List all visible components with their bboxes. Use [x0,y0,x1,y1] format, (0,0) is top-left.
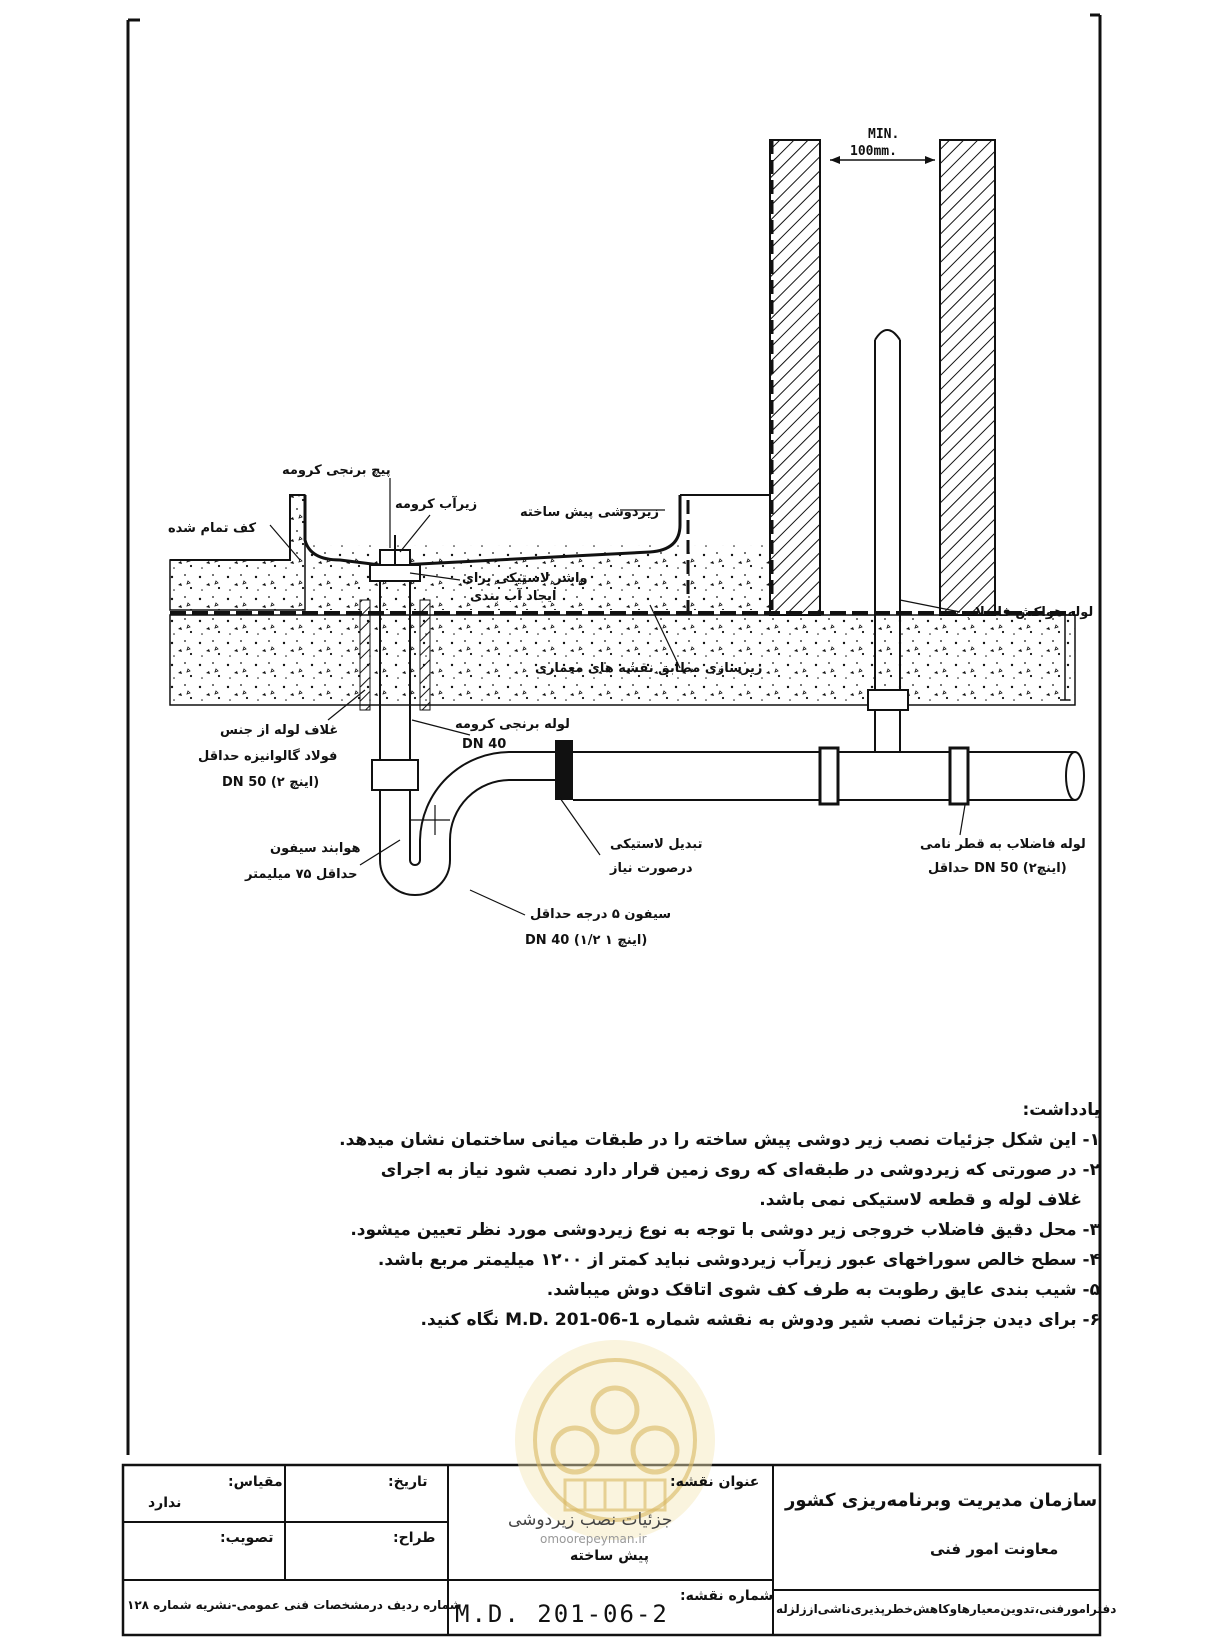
label-rubber-washer-2: ایجاد آب بندی [470,589,557,604]
label-prefab-tray: زیردوشی پیش ساخته [520,505,659,520]
label-sleeve-2: فولاد گالوانیزه حداقل [198,749,338,764]
notes-heading: یادداشت: [1022,1100,1100,1120]
note-item: ۲- در صورتی که زیردوشی در طبقه‌ای که روی زمین قرار دارد نصب شود نیاز به اجرای [380,1160,1100,1180]
dimension-min-gap [830,127,935,164]
drawing-number-label: شماره نقشه: [680,1588,774,1604]
label-drain-pipe-2: حداقل DN 50 (۲اینچ) [928,861,1067,876]
wall-right [940,140,995,615]
label-rubber-adapter-1: تبدیل لاستیکی [610,837,703,852]
label-chrome-strainer: زیرآب کرومه [395,497,478,512]
dim-bottom-text: 100mm. [850,144,897,159]
label-brass-screw: پیچ برنجی کرومه [282,463,391,478]
label-vent-pipe: لوله هواکش فاضلاب [962,605,1094,620]
date-label: تاریخ: [388,1474,428,1490]
scale-value: ندارد [148,1495,182,1511]
drawing-title-line1: جزئیات نصب زیردوشی [508,1510,673,1530]
note-item: ۱- این شکل جزئیات نصب زیر دوشی پیش ساخته را در طبقات میانی ساختمان نشان میدهد. [339,1130,1100,1150]
label-sleeve-3: DN 50 (۲ اینچ) [222,775,320,790]
label-siphon-2: DN 40 (۱/۲ ۱ اینچ) [525,933,648,948]
row-reference: شماره ردیف درمشخصات فنی عمومی-نشریه شماره ۱۲۸ [127,1598,462,1612]
org-deputy: معاونت امور فنی [930,1540,1059,1558]
note-item: ۶- برای دیدن جزئیات نصب شیر ودوش به نقشه شماره M.D. 201-06-1 نگاه کنید. [420,1310,1100,1330]
scale-label: مقیاس: [228,1474,283,1490]
drawing-number: M.D. 201-06-2 [455,1600,669,1628]
watermark-url: omoorepeyman.ir [540,1532,647,1546]
wall-left [770,140,820,615]
label-brass-pipe-2: DN 40 [462,737,507,752]
dim-top-text: MIN. [868,127,900,142]
notes-section [300,1095,1100,1335]
label-siphon-seal-2: حداقل ۷۵ میلیمتر [245,867,358,882]
office-name: دفترامورفنی،تدوین‌معیارهاوکاهش‌خطرپذیری‌ناشی‌اززلزله [776,1602,1117,1616]
drawing-title-line2: پیش ساخته [570,1548,649,1564]
label-rubber-washer-1: واشر لاستیکی برای [462,571,588,586]
label-siphon-seal-1: هوابند سیفون [270,841,361,856]
label-brass-pipe-1: لوله برنجی کرومه [455,717,570,732]
note-item: ۴- سطح خالص سوراخهای عبور زیرآب زیردوشی نباید کمتر از ۱۲۰۰ میلیمتر مربع باشد. [377,1250,1100,1270]
note-item-continued: غلاف لوله و قطعه لاستیکی نمی باشد. [759,1190,1082,1210]
note-item: ۵- شیب بندی عایق رطوبت به طرف کف شوی اتاقک دوش میباشد. [546,1280,1100,1300]
label-subfloor: زیرسازی مطابق نقشه های معماری [535,661,763,676]
drain-pipe [573,748,1084,804]
label-siphon-1: سیفون ۵ درجه حداقل [530,907,672,922]
rubber-adapter [555,740,573,800]
designer-label: طراح: [393,1530,436,1546]
note-item: ۳- محل دقیق فاضلاب خروجی زیر دوشی با توجه به نوع زیردوشی مورد نظر تعیین میشود. [350,1220,1100,1240]
label-drain-pipe-1: لوله فاضلاب به قطر نامی [920,837,1086,852]
label-sleeve-1: غلاف لوله از جنس [220,723,339,738]
label-rubber-adapter-2: درصورت نیاز [610,861,693,876]
title-label: عنوان نقشه: [670,1474,760,1490]
org-name: سازمان مدیریت وبرنامه‌ریزی کشور [785,1490,1098,1511]
approval-label: تصویب: [220,1530,274,1546]
label-finished-floor: کف تمام شده [168,521,257,536]
